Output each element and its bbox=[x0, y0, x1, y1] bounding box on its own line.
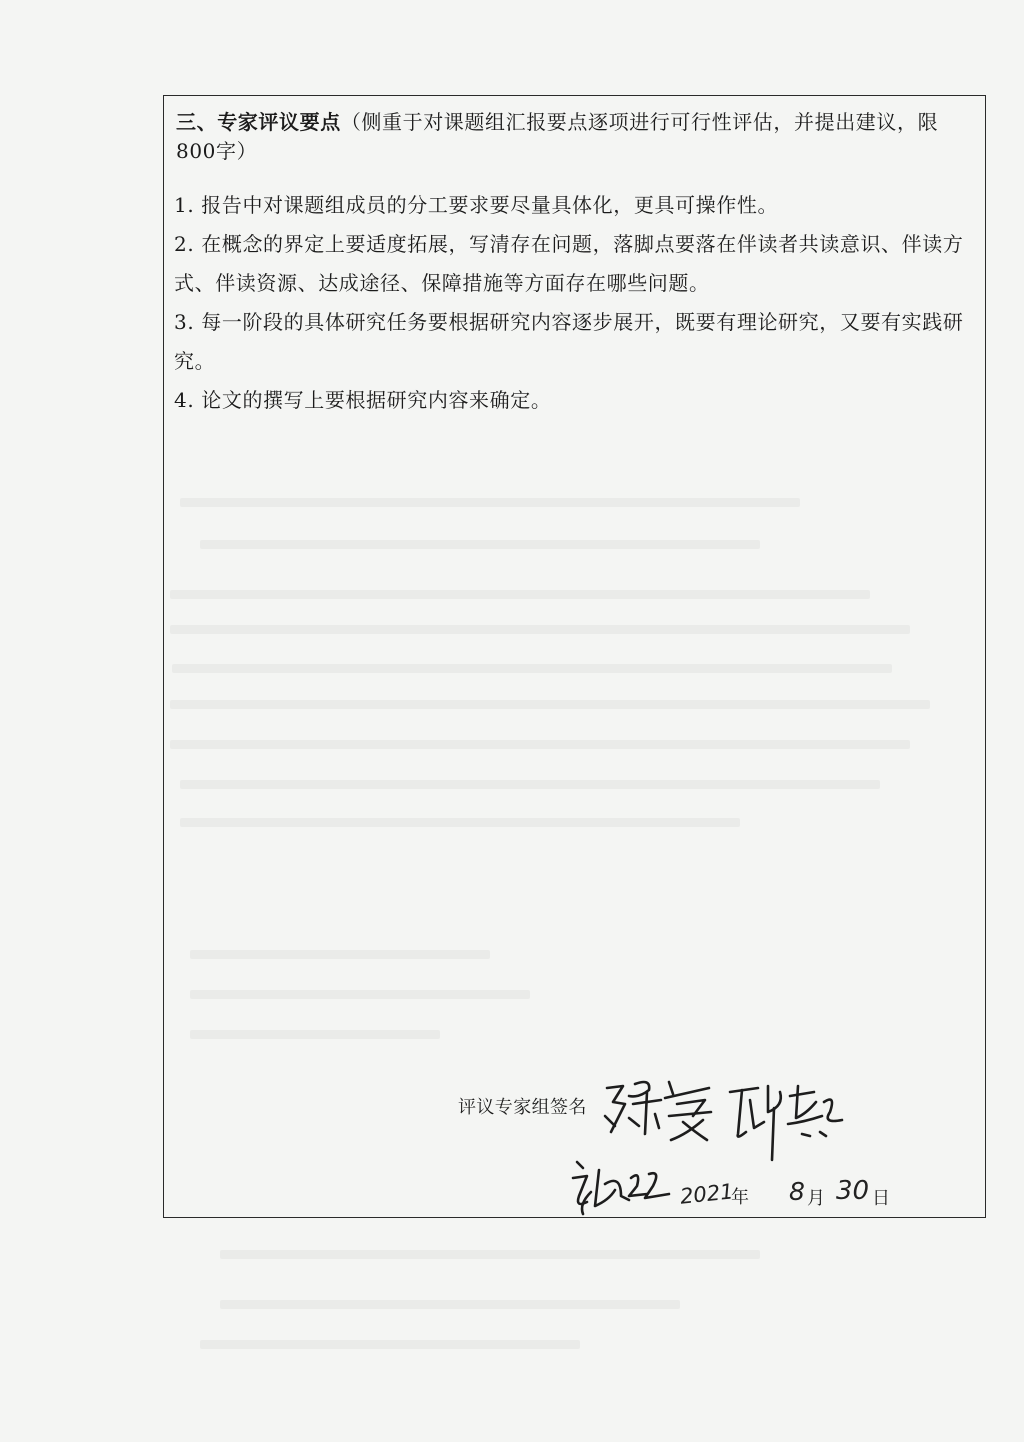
review-point-2: 2. 在概念的界定上要适度拓展，写清存在问题，落脚点要落在伴读者共读意识、伴读方式、伴读资源、达成途径、保障措施等方面存在哪些问题。 bbox=[174, 232, 964, 295]
date-day-unit: 日 bbox=[872, 1188, 890, 1209]
date-month-unit: 月 bbox=[807, 1188, 825, 1209]
signature-date bbox=[564, 1164, 894, 1224]
handwritten-signature-1 bbox=[599, 1074, 719, 1146]
date-month: 8 bbox=[789, 1177, 805, 1206]
signature-label: 评议专家组签名 bbox=[458, 1097, 587, 1118]
date-year: 2021 bbox=[678, 1179, 735, 1209]
review-points-list bbox=[174, 186, 976, 420]
review-point-3: 3. 每一阶段的具体研究任务要根据研究内容逐步展开，既要有理论研究，又要有实践研究。 bbox=[174, 310, 964, 373]
review-point-1: 1. 报告中对课题组成员的分工要求要尽量具体化，更具可操作性。 bbox=[174, 193, 779, 217]
section-title: 三、专家评议要点 bbox=[176, 110, 341, 134]
date-day: 30 bbox=[836, 1176, 870, 1206]
date-year-unit: 年 bbox=[731, 1187, 749, 1208]
review-point-4: 4. 论文的撰写上要根据研究内容来确定。 bbox=[174, 388, 552, 412]
section-instruction: （侧重于对课题组汇报要点逐项进行可行性评估，并提出建议，限800字） bbox=[176, 110, 939, 163]
review-form-box bbox=[163, 95, 986, 1218]
section-heading bbox=[176, 108, 976, 166]
handwritten-signature-2 bbox=[724, 1078, 854, 1164]
